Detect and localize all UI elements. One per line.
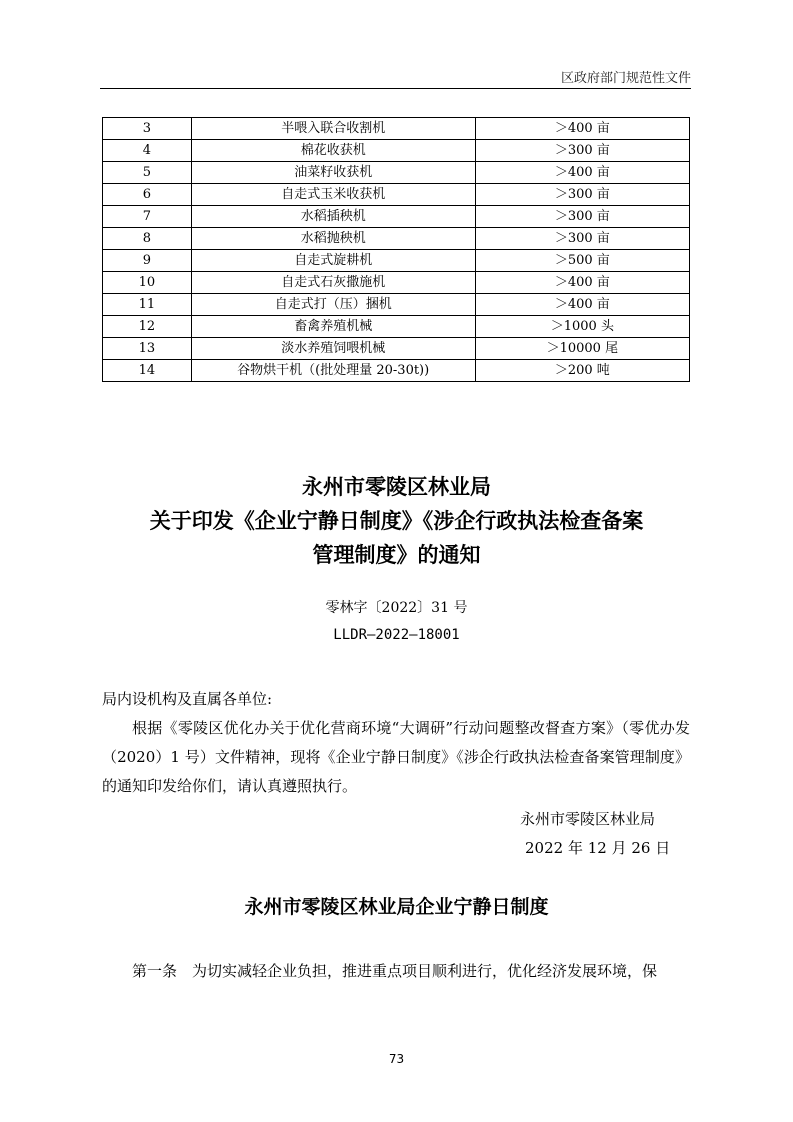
issue-date: 2022 年 12 月 26 日: [525, 839, 671, 857]
signer: 永州市零陵区林业局: [520, 810, 656, 828]
header-rule: [100, 88, 691, 89]
notice-title-line-2: 关于印发《企业宁静日制度》《涉企行政执法检查备案: [149, 509, 644, 533]
machine-type: 自走式旋耕机: [191, 250, 475, 272]
scale-threshold: ＞300 亩: [475, 228, 689, 250]
table-row: [103, 294, 690, 316]
row-number: 14: [103, 360, 192, 382]
notice-title-line-1: 永州市零陵区林业局: [302, 475, 491, 499]
scale-threshold: ＞300 亩: [475, 184, 689, 206]
scale-threshold: ＞400 亩: [475, 294, 689, 316]
machine-type: 半喂入联合收割机: [191, 118, 475, 140]
machine-type: 淡水养殖饲喂机械: [191, 338, 475, 360]
running-header: 区政府部门规范性文件: [560, 71, 691, 86]
table-row: [103, 360, 690, 382]
machine-type: 自走式打（压）捆机: [191, 294, 475, 316]
row-number: 7: [103, 206, 192, 228]
table-row: [103, 316, 690, 338]
table-row: [103, 140, 690, 162]
table-row: [103, 250, 690, 272]
scale-threshold: ＞300 亩: [475, 206, 689, 228]
machine-type: 谷物烘干机（(批处理量 20-30t)): [191, 360, 475, 382]
machine-type: 棉花收获机: [191, 140, 475, 162]
scale-threshold: ＞400 亩: [475, 272, 689, 294]
table-row: [103, 272, 690, 294]
table-row: [103, 184, 690, 206]
machine-type: 自走式石灰撒施机: [191, 272, 475, 294]
scale-threshold: ＞200 吨: [475, 360, 689, 382]
registration-number: LLDR—2022—18001: [333, 627, 460, 643]
machine-type: 水稻抛秧机: [191, 228, 475, 250]
row-number: 6: [103, 184, 192, 206]
machinery-table: [102, 117, 690, 382]
machine-type: 水稻插秧机: [191, 206, 475, 228]
document-number: 零林字〔2022〕31 号: [325, 600, 468, 616]
row-number: 8: [103, 228, 192, 250]
table-row: [103, 228, 690, 250]
row-number: 3: [103, 118, 192, 140]
article-1: 第一条 为切实减轻企业负担，推进重点项目顺利进行，优化经济发展环境，保: [132, 962, 658, 980]
table-row: [103, 162, 690, 184]
row-number: 4: [103, 140, 192, 162]
page-number: 73: [388, 1052, 405, 1066]
row-number: 9: [103, 250, 192, 272]
row-number: 12: [103, 316, 192, 338]
notice-title-line-3: 管理制度》的通知: [312, 543, 481, 567]
table-row: [103, 118, 690, 140]
addressee: 局内设机构及直属各单位:: [102, 690, 273, 708]
scale-threshold: ＞400 亩: [475, 118, 689, 140]
row-number: 11: [103, 294, 192, 316]
notice-body: 根据《零陵区优化办关于优化营商环境“大调研”行动问题整改督查方案》（零优办发（2020）1 号）文件精神，现将《企业宁静日制度》《涉企行政执法检查备案管理制度》的通知印发给你们，请认真遵照执行。: [102, 719, 690, 795]
regulation-title: 永州市零陵区林业局企业宁静日制度: [244, 896, 549, 918]
table-row: [103, 338, 690, 360]
scale-threshold: ＞1000 头: [475, 316, 689, 338]
machine-type: 畜禽养殖机械: [191, 316, 475, 338]
notice-title: [0, 470, 793, 572]
scale-threshold: ＞300 亩: [475, 140, 689, 162]
scale-threshold: ＞10000 尾: [475, 338, 689, 360]
scale-threshold: ＞500 亩: [475, 250, 689, 272]
row-number: 10: [103, 272, 192, 294]
table-row: [103, 206, 690, 228]
row-number: 5: [103, 162, 192, 184]
machine-type: 油菜籽收获机: [191, 162, 475, 184]
machine-type: 自走式玉米收获机: [191, 184, 475, 206]
scale-threshold: ＞400 亩: [475, 162, 689, 184]
row-number: 13: [103, 338, 192, 360]
